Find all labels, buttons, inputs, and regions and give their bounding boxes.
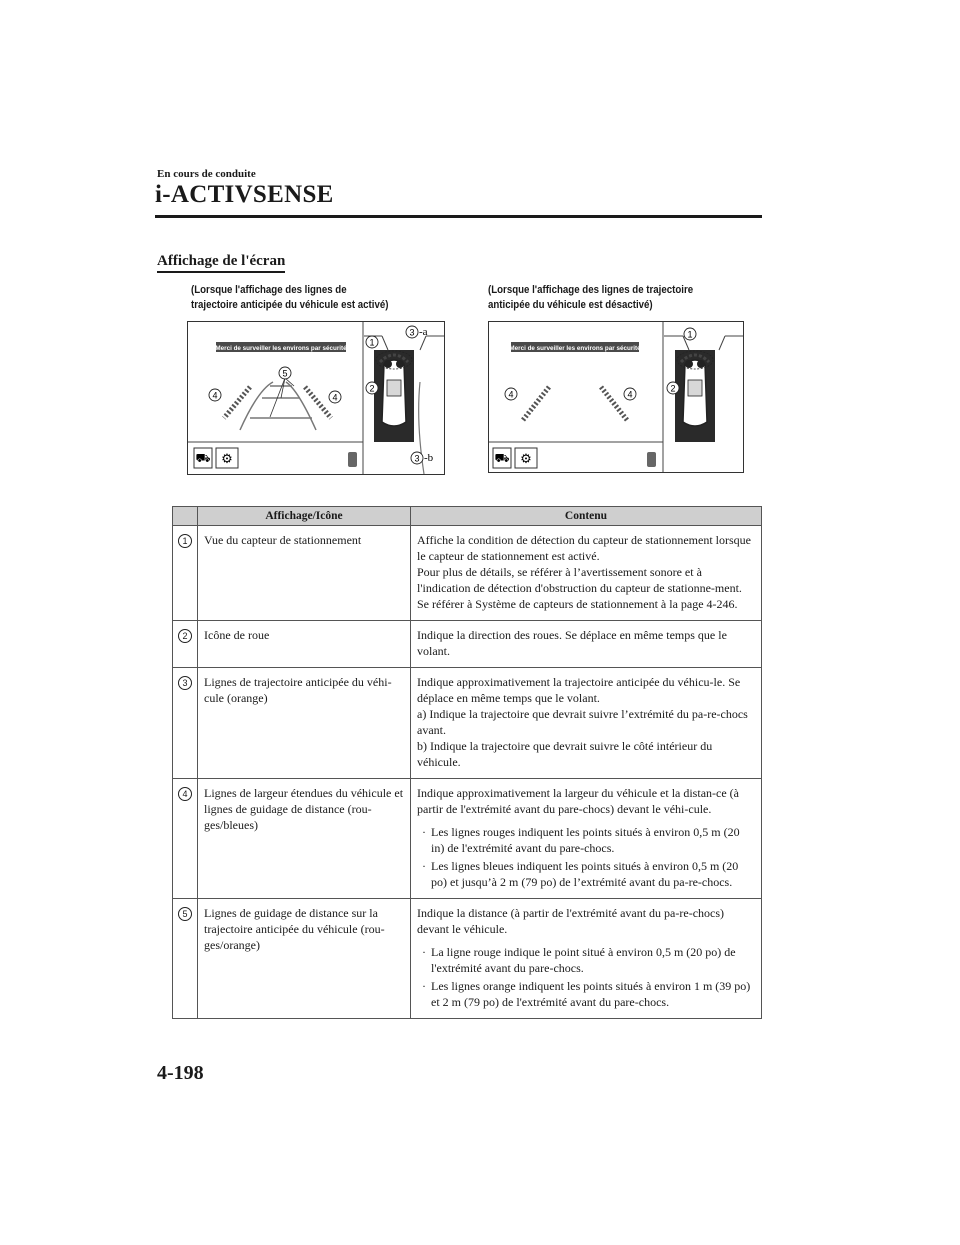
row-display: Icône de roue — [198, 621, 411, 668]
row-display: Lignes de guidage de distance sur la trajectoire anticipée du véhicule (rou-ges/orange) — [198, 899, 411, 1019]
svg-text:4: 4 — [508, 389, 514, 400]
caption-right-line1: (Lorsque l'affichage des lignes de trajectoire — [488, 284, 694, 296]
width-lines — [224, 387, 331, 418]
bullet-dot-icon: · — [422, 859, 426, 873]
callout-1 — [366, 336, 378, 348]
header-display: Affichage/Icône — [198, 507, 411, 526]
bullet-item — [417, 824, 755, 856]
table-row — [173, 526, 762, 621]
svg-text:5: 5 — [282, 368, 288, 379]
callout-4-left — [209, 389, 221, 401]
table-row — [173, 668, 762, 779]
display-table — [172, 506, 762, 1019]
row-content — [411, 779, 762, 899]
callout-2 — [667, 382, 679, 394]
callout-2 — [366, 382, 378, 394]
content-paragraph: Indique approximativement la largeur du véhicule et la distan-ce (à partir de l'extrémité avant du pare-chocs) devant le véhi-cule. — [417, 786, 739, 816]
bullet-list — [417, 944, 755, 1010]
bullet-dot-icon: · — [422, 945, 426, 959]
header-section: En cours de conduite — [157, 168, 256, 180]
banner-text: Merci de surveiller les environs par sécurité — [509, 345, 641, 352]
width-lines — [523, 387, 627, 420]
svg-text:4: 4 — [627, 389, 633, 400]
bullet-item — [417, 858, 755, 890]
camera-view-icon: ⛟ — [494, 451, 510, 465]
svg-text:4: 4 — [332, 392, 338, 403]
row-content — [411, 526, 762, 621]
content-paragraph: a) Indique la trajectoire que devrait suivre l’extrémité du pa-re-chocs avant. — [417, 707, 748, 737]
gear-icon: ⚙ — [221, 452, 233, 467]
caption-left — [191, 283, 388, 313]
row-content — [411, 621, 762, 668]
caption-left-line2: trajectoire anticipée du véhicule est activé) — [191, 299, 389, 311]
svg-text:4: 4 — [212, 390, 218, 401]
row-number-badge: 3 — [178, 676, 192, 690]
row-number-badge: 2 — [178, 629, 192, 643]
content-paragraph: b) Indique la trajectoire que devrait suivre le côté intérieur du véhicule. — [417, 739, 713, 769]
content-paragraph: Se référer à Système de capteurs de stationnement à la page 4-246. — [417, 597, 738, 611]
page-number: 4-198 — [157, 1062, 204, 1084]
sensor-status-icon — [647, 452, 656, 467]
bullet-item — [417, 944, 755, 976]
row-display: Lignes de largeur étendues du véhicule et lignes de guidage de distance (rou-ges/bleues) — [198, 779, 411, 899]
banner-text: Merci de surveiller les environs par sécurité — [215, 345, 347, 352]
content-paragraph: Indique approximativement la trajectoire anticipée du véhicu-le. Se déplace en même temps que le volant. — [417, 675, 741, 705]
svg-text:3: 3 — [414, 453, 420, 464]
row-display: Lignes de trajectoire anticipée du véhi-cule (orange) — [198, 668, 411, 779]
bullet-list — [417, 824, 755, 890]
callout-4-right — [624, 388, 636, 400]
bullet-text: Les lignes rouges indiquent les points situés à environ 0,5 m (20 in) de l'extrémité avant du pare-chocs. — [431, 825, 740, 855]
sensor-status-icon — [348, 452, 357, 467]
callout-4-right — [329, 391, 341, 403]
bullet-text: Les lignes orange indiquent les points situés à environ 1 m (39 po) et 2 m (79 po) de l'extrémité avant du pare-chocs. — [431, 979, 751, 1009]
row-number-badge: 1 — [178, 534, 192, 548]
content-paragraph: Affiche la condition de détection du capteur de stationnement lorsque le capteur de stationnement est activé. — [417, 533, 752, 563]
svg-text:2: 2 — [670, 383, 676, 394]
caption-right-line2: anticipée du véhicule est désactivé) — [488, 299, 653, 311]
svg-text:2: 2 — [369, 383, 375, 394]
svg-text:-b: -b — [424, 452, 434, 464]
bullet-text: La ligne rouge indique le point situé à environ 0,5 m (20 po) de l'extrémité avant du pare-chocs. — [431, 945, 736, 975]
screen-right-drawing — [489, 322, 743, 472]
screen-right — [488, 321, 744, 473]
table-header-row — [173, 507, 762, 526]
bullet-dot-icon: · — [422, 979, 426, 993]
bullet-dot-icon: · — [422, 825, 426, 839]
svg-text:3: 3 — [409, 327, 415, 338]
bullet-text: Les lignes bleues indiquent les points situés à environ 0,5 m (20 po) et jusqu’à 2 m (79 po) de l’extrémité avant du pa-re-chocs. — [431, 859, 739, 889]
screen-left — [187, 321, 445, 475]
caption-left-line1: (Lorsque l'affichage des lignes de — [191, 284, 347, 296]
callout-3a — [406, 326, 428, 338]
content-paragraph: Indique la distance (à partir de l'extrémité avant du pa-re-chocs) devant le véhicule. — [417, 906, 725, 936]
row-number-badge: 5 — [178, 907, 192, 921]
content-paragraph: Pour plus de détails, se référer à l’avertissement sonore et à l'indication de détection d'obstruction du capteur de stationne-ment. — [417, 565, 742, 595]
row-display: Vue du capteur de stationnement — [198, 526, 411, 621]
svg-text:1: 1 — [369, 337, 375, 348]
gear-icon: ⚙ — [520, 452, 532, 467]
table-row — [173, 779, 762, 899]
section-title: Affichage de l'écran — [157, 253, 285, 273]
camera-view-icon: ⛟ — [195, 451, 211, 465]
table-row — [173, 621, 762, 668]
header-title: i-ACTIVSENSE — [155, 181, 334, 208]
row-content — [411, 668, 762, 779]
row-content — [411, 899, 762, 1019]
row-number-badge: 4 — [178, 787, 192, 801]
caption-right — [488, 283, 693, 313]
header-rule — [155, 215, 762, 218]
svg-text:1: 1 — [687, 329, 693, 340]
table-row — [173, 899, 762, 1019]
screen-left-drawing — [188, 322, 444, 474]
bullet-item — [417, 978, 755, 1010]
callout-1 — [684, 328, 696, 340]
svg-text:-a: -a — [419, 326, 428, 338]
callout-5 — [279, 367, 291, 379]
callout-4-left — [505, 388, 517, 400]
header-content: Contenu — [411, 507, 762, 526]
content-paragraph: Indique la direction des roues. Se déplace en même temps que le volant. — [417, 628, 727, 658]
